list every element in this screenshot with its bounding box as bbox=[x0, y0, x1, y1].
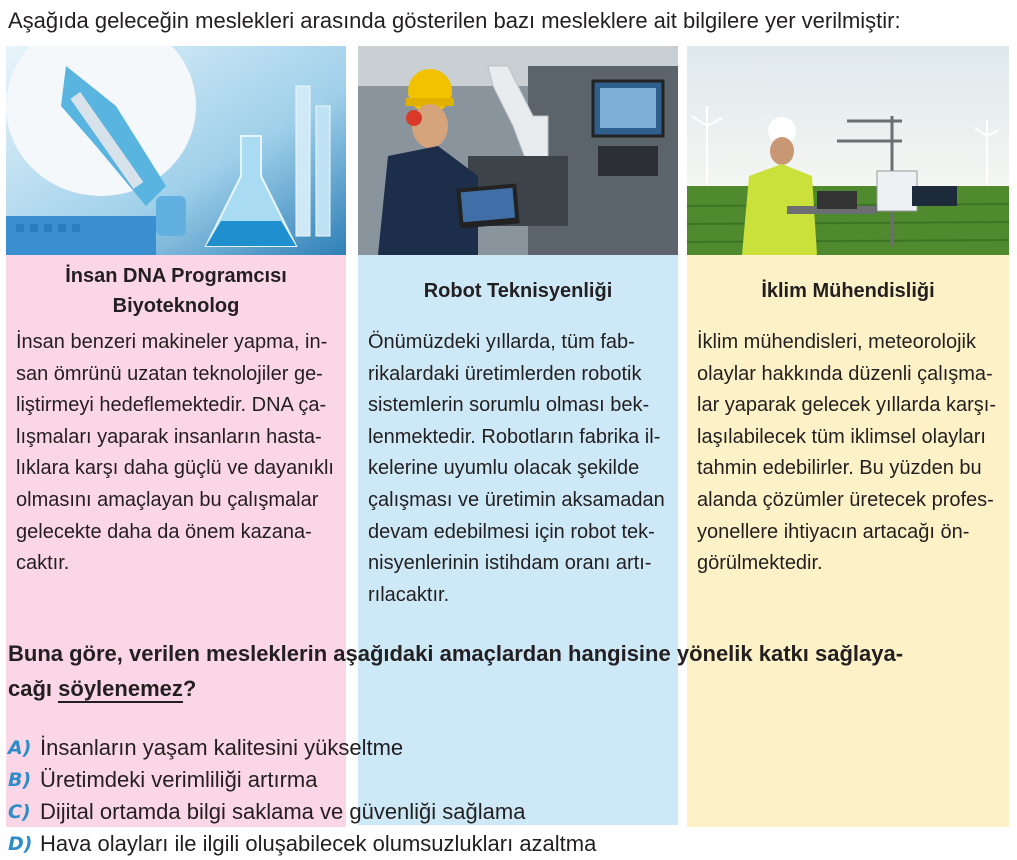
card-title bbox=[697, 255, 999, 327]
option-text: Dijital ortamda bilgi saklama ve güvenliği sağlama bbox=[40, 799, 526, 824]
question-text bbox=[8, 636, 1011, 706]
text-line: İklim mühendisleri, meteorolojik bbox=[697, 331, 976, 353]
text-line: olmasını amaçlayan bu çalışmalar bbox=[16, 488, 319, 511]
question-line2-prefix: cağı bbox=[8, 676, 59, 701]
option-text: İnsanların yaşam kalitesini yükseltme bbox=[40, 735, 404, 760]
text-line: nisyenlerinin istihdam oranı artı- bbox=[368, 552, 652, 575]
answer-options bbox=[8, 732, 596, 860]
text-line: olaylar hakkında düzenli çalışma- bbox=[697, 362, 993, 385]
option-letter: C) bbox=[8, 801, 31, 823]
card-description bbox=[16, 327, 336, 580]
text-line: rılacaktır. bbox=[368, 583, 450, 606]
option-c[interactable] bbox=[8, 796, 596, 828]
text-line: lar yaparak gelecek yıllarda karşı- bbox=[697, 394, 997, 417]
text-line: sistemlerin sorumlu olması bek- bbox=[368, 394, 650, 417]
option-b[interactable] bbox=[8, 764, 596, 796]
text-line: görülmektedir. bbox=[697, 552, 823, 575]
text-line: gelecekte daha da önem kazana- bbox=[16, 520, 312, 543]
option-letter: B) bbox=[8, 769, 32, 791]
card-description bbox=[368, 327, 668, 611]
text-line: İnsan benzeri makineler yapma, in- bbox=[16, 331, 328, 353]
dna-lab-photo bbox=[6, 46, 346, 255]
text-line: san ömrünü uzatan teknolojiler ge- bbox=[16, 362, 323, 385]
card-title-line2: Biyoteknolog bbox=[112, 295, 240, 317]
intro-text: Aşağıda geleceğin meslekleri arasında gösterilen bazı mesleklere ait bilgilere yer verilmiştir: bbox=[8, 8, 901, 33]
text-line: tahmin edebilirler. Bu yüzden bu bbox=[697, 457, 982, 480]
card-title bbox=[16, 255, 336, 327]
text-line: lenmektedir. Robotların fabrika il- bbox=[368, 425, 661, 448]
text-line: laşılabilecek tüm iklimsel olayları bbox=[697, 425, 986, 448]
text-line: alanda çözümler üretecek profes- bbox=[697, 488, 994, 511]
card-title bbox=[368, 255, 668, 327]
text-line: çalışması ve üretimin aksamadan bbox=[368, 488, 665, 511]
text-line: yonellere ihtiyacın artacağı ön- bbox=[697, 520, 970, 543]
text-line: rikalardaki üretimlerden robotik bbox=[368, 362, 642, 385]
text-line: liştirmeyi hedeflemektedir. DNA ça- bbox=[16, 394, 327, 417]
text-line: devam edebilmesi için robot tek- bbox=[368, 520, 655, 543]
robot-technician-photo bbox=[358, 46, 678, 255]
option-d[interactable] bbox=[8, 828, 596, 860]
card-dna-programmer bbox=[6, 46, 346, 827]
card-description bbox=[697, 327, 999, 580]
text-line: caktır. bbox=[16, 552, 70, 575]
card-title-line1: Robot Teknisyenliği bbox=[423, 280, 613, 302]
text-line: lıklara karşı daha güçlü ve dayanıklı bbox=[16, 457, 334, 480]
card-robot-technician bbox=[358, 46, 678, 825]
question-line2-suffix: ? bbox=[182, 676, 197, 701]
card-title-line1: İklim Mühendisliği bbox=[761, 280, 935, 302]
option-letter: D) bbox=[8, 833, 33, 855]
question-line2 bbox=[8, 671, 1011, 706]
card-title-line1: İnsan DNA Programcısı bbox=[65, 265, 287, 287]
text-line: kelerine uyumlu olacak şekilde bbox=[368, 457, 640, 480]
question-emphasis: söylenemez bbox=[58, 676, 183, 701]
text-line: Önümüzdeki yıllarda, tüm fab- bbox=[368, 331, 635, 353]
text-line: lışmaları yaparak insanların hasta- bbox=[16, 425, 322, 448]
question-line1: Buna göre, verilen mesleklerin aşağıdaki amaçlardan hangisine yönelik katkı sağlaya- bbox=[8, 641, 904, 666]
option-text: Hava olayları ile ilgili oluşabilecek olumsuzlukları azaltma bbox=[40, 831, 597, 856]
option-text: Üretimdeki verimliliği artırma bbox=[40, 767, 318, 792]
option-a[interactable] bbox=[8, 732, 596, 764]
option-letter: A) bbox=[8, 737, 32, 759]
card-climate-engineering bbox=[687, 46, 1009, 827]
climate-engineer-photo bbox=[687, 46, 1009, 255]
